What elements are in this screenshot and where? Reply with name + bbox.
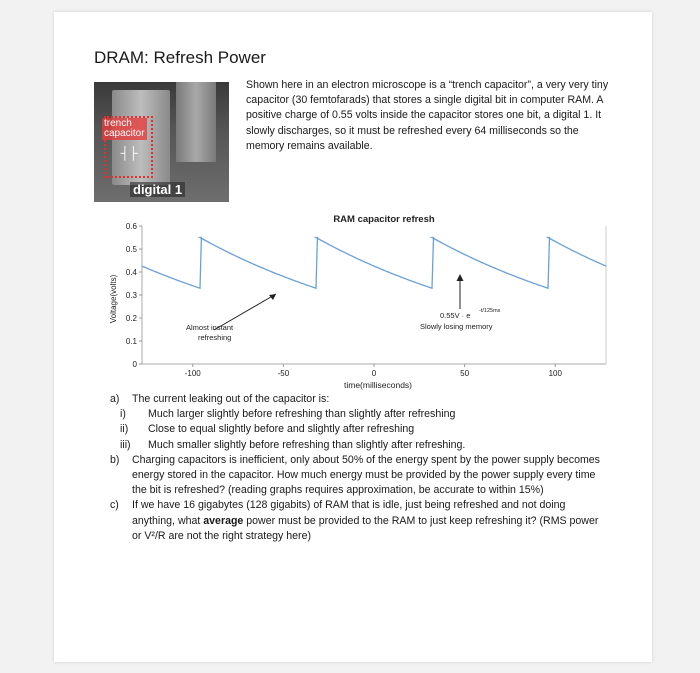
option-text: Close to equal slightly before and slightly after refreshing	[148, 423, 415, 436]
photo-structure	[176, 82, 216, 162]
page-title: DRAM: Refresh Power	[94, 48, 266, 67]
trench-label-line2: capacitor	[104, 128, 145, 139]
option-label: iii)	[120, 438, 131, 451]
left-annotation-text: Almost instant	[186, 323, 234, 332]
y-tick-label: 0.5	[125, 245, 137, 254]
question-label: b)	[110, 453, 120, 466]
question-text: The current leaking out of the capacitor is:	[132, 393, 330, 405]
question-label: c)	[110, 499, 119, 512]
question-bold-word: average	[203, 514, 244, 527]
x-tick-label: 100	[548, 369, 562, 378]
intro-paragraph: Shown here in an electron microscope is a “trench capacitor”, a very very tiny capacitor (30 femtofarads) that stores a single digital bit in computer RAM. A positive charge of 0.55 volts inside the capacitor stores one bit, a digital 1. It slowly discharges, so it must be refreshed every 64 milliseconds so the memory remains available.	[246, 79, 609, 152]
y-tick-label: 0	[132, 360, 137, 369]
x-tick-label: -100	[184, 369, 201, 378]
y-tick-label: 0.4	[125, 268, 137, 277]
option-i	[110, 407, 610, 422]
document-page	[54, 12, 652, 662]
question-text: If we have 16 gigabytes (128 gigabits) of RAM that is idle, just being refreshed and not doing anything, what	[132, 499, 566, 527]
refresh-chart	[94, 204, 614, 392]
question-b	[110, 453, 610, 499]
right-annotation-formula: 0.55V · e	[440, 311, 471, 320]
capacitor-symbol-icon: ┤├	[120, 146, 138, 160]
y-tick-label: 0.3	[125, 291, 137, 300]
question-a	[110, 392, 610, 407]
x-tick-label: 0	[371, 369, 377, 378]
trench-label	[102, 118, 147, 140]
right-annotation-exponent: -t/125ms	[479, 308, 501, 314]
microscope-photo	[94, 82, 229, 202]
y-axis-label: Voltage(volts)	[109, 274, 118, 324]
question-text: Charging capacitors is inefficient, only about 50% of the energy spent by the power supply becomes energy stored in the capacitor. How much energy must be provided by the power supply every time the bit is refreshed? (reading graphs requires approximation, be accurate to within 15%)	[132, 453, 600, 497]
option-label: i)	[120, 408, 126, 421]
chart-title: RAM capacitor refresh	[333, 214, 435, 225]
option-text: Much larger slightly before refreshing than slightly after refreshing	[148, 408, 456, 421]
left-annotation-text: refreshing	[198, 333, 232, 342]
question-text: power must be provided to the RAM to just keep refreshing it? (RMS power or V²/R are not the right strategy here)	[132, 514, 599, 542]
option-iii	[110, 438, 610, 453]
voltage-series-line	[142, 238, 606, 289]
questions	[110, 392, 610, 544]
y-tick-label: 0.2	[125, 314, 137, 323]
option-text: Much smaller slightly before refreshing than slightly after refreshing.	[148, 438, 466, 451]
x-tick-label: -50	[277, 369, 290, 378]
trench-label-line1: trench	[104, 118, 132, 129]
option-ii	[110, 422, 610, 437]
question-label: a)	[110, 393, 120, 405]
x-tick-label: 50	[460, 369, 470, 378]
right-annotation-arrowhead	[457, 274, 464, 281]
digital-label: digital 1	[130, 182, 185, 197]
x-axis-label: time(milliseconds)	[343, 380, 413, 390]
y-tick-label: 0.1	[125, 337, 137, 346]
y-tick-label: 0.6	[125, 222, 137, 231]
chart-container	[94, 204, 614, 397]
option-label: ii)	[120, 423, 129, 436]
question-c	[110, 498, 610, 544]
right-annotation-text: Slowly losing memory	[420, 322, 493, 331]
